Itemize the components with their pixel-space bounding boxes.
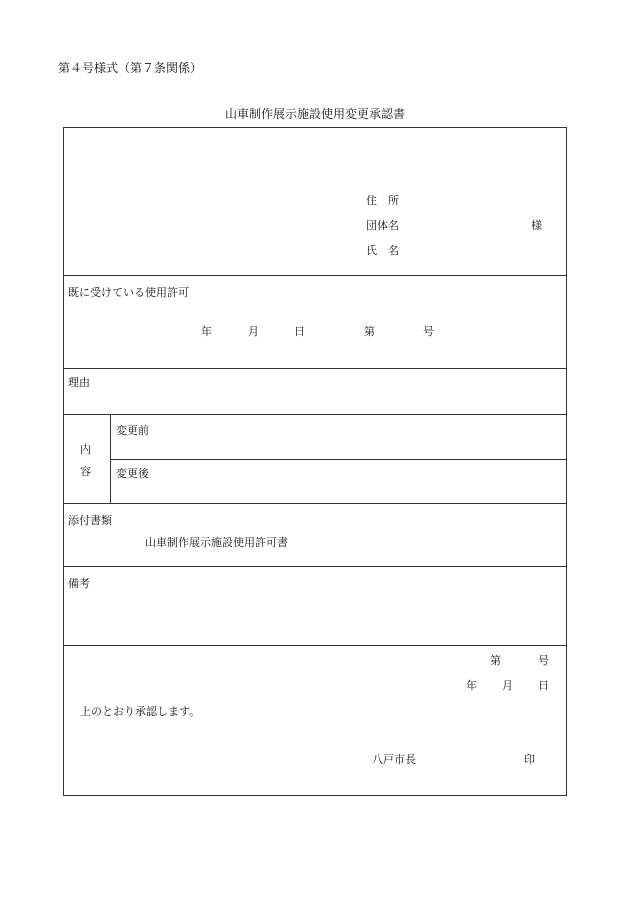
permit-day: 日 <box>294 325 305 338</box>
approval-number-prefix: 第 <box>490 654 501 667</box>
attachments-label: 添付書類 <box>68 514 112 527</box>
permit-month: 月 <box>248 325 259 338</box>
approval-day: 日 <box>538 679 549 692</box>
content-label-top: 内 <box>80 443 91 456</box>
approval-month: 月 <box>502 679 513 692</box>
divider-reason <box>63 414 567 415</box>
table-right-border <box>566 127 567 796</box>
content-label-bottom: 容 <box>80 465 91 478</box>
table-top-border <box>63 127 567 128</box>
divider-content <box>63 503 567 504</box>
reason-label: 理由 <box>68 376 90 389</box>
name-label: 氏 名 <box>366 244 399 257</box>
divider-permit <box>63 368 567 369</box>
divider-before-after <box>110 459 567 460</box>
table-left-border <box>63 127 64 796</box>
divider-content-label <box>110 414 111 503</box>
divider-addressee <box>63 275 567 276</box>
after-change-label: 変更後 <box>116 467 149 480</box>
approval-number-suffix: 号 <box>538 654 549 667</box>
honorific: 様 <box>531 219 542 232</box>
approval-statement: 上のとおり承認します。 <box>80 705 201 718</box>
existing-permit-label: 既に受けている使用許可 <box>68 286 189 299</box>
permit-year: 年 <box>201 325 212 338</box>
before-change-label: 変更前 <box>116 424 149 437</box>
table-bottom-border <box>63 795 567 796</box>
permit-number-suffix: 号 <box>423 325 434 338</box>
attachment-item: 山車制作展示施設使用許可書 <box>145 536 288 549</box>
seal-mark: 印 <box>524 753 535 766</box>
issuer-title: 八戸市長 <box>372 753 416 766</box>
divider-remarks <box>63 645 567 646</box>
approval-year: 年 <box>466 679 477 692</box>
remarks-label: 備考 <box>68 577 90 590</box>
document-title: 山車制作展示施設使用変更承認書 <box>224 107 405 121</box>
form-number: 第４号様式（第７条関係） <box>58 61 203 75</box>
group-name-label: 団体名 <box>366 219 399 232</box>
divider-attachments <box>63 566 567 567</box>
address-label: 住 所 <box>366 194 399 207</box>
permit-number-prefix: 第 <box>364 325 375 338</box>
